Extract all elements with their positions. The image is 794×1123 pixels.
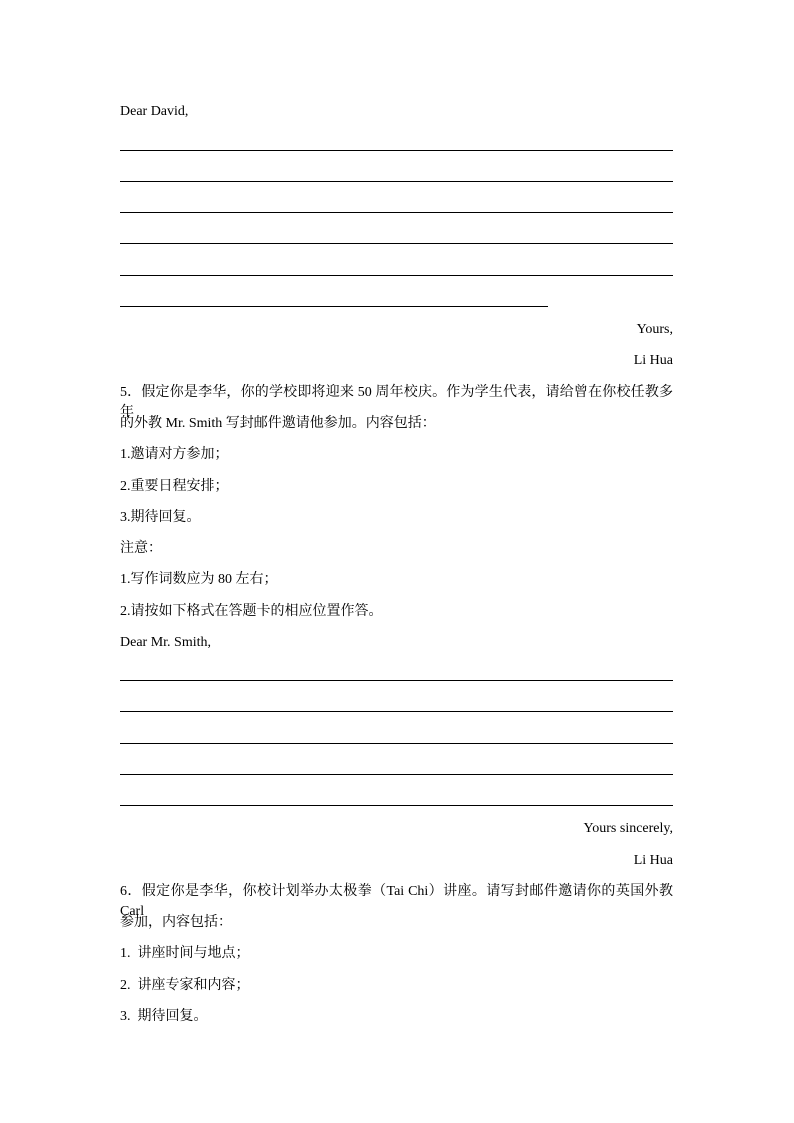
q5-point-2: 2.重要日程安排；	[120, 479, 229, 494]
q6-prompt-line1: 6．假定你是李华，你校计划举办太极拳（Tai Chi）讲座。请写封邮件邀请你的英国外教 Carl	[120, 884, 673, 919]
q6-point-3: 3. 期待回复。	[120, 1009, 208, 1024]
answer-line	[120, 711, 673, 712]
q6-prompt-line2: 参加，内容包括：	[120, 915, 232, 930]
q5-notes-title: 注意：	[120, 541, 162, 556]
answer-line	[120, 680, 673, 681]
answer-line	[120, 212, 673, 213]
answer-line	[120, 743, 673, 744]
letter1-salutation: Dear David,	[120, 104, 189, 119]
q5-point-3: 3.期待回复。	[120, 510, 201, 525]
q5-prompt-line1: 5．假定你是李华，你的学校即将迎来 50 周年校庆。作为学生代表，请给曾在你校任教多年	[120, 385, 673, 420]
q5-prompt-line2: 的外教 Mr. Smith 写封邮件邀请他参加。内容包括：	[120, 416, 436, 431]
answer-line	[120, 150, 673, 151]
answer-line	[120, 243, 673, 244]
q6-point-2: 2. 讲座专家和内容；	[120, 978, 250, 993]
letter1-closing: Yours,	[636, 322, 673, 337]
q5-note-1: 1.写作词数应为 80 左右；	[120, 572, 278, 587]
letter1-signature: Li Hua	[633, 353, 673, 368]
answer-line	[120, 275, 673, 276]
answer-line	[120, 181, 673, 182]
q5-closing: Yours sincerely,	[583, 821, 673, 836]
answer-line	[120, 774, 673, 775]
q5-point-1: 1.邀请对方参加；	[120, 447, 229, 462]
q5-signature: Li Hua	[633, 853, 673, 868]
q5-salutation: Dear Mr. Smith,	[120, 635, 211, 650]
q5-note-2: 2.请按如下格式在答题卡的相应位置作答。	[120, 604, 383, 619]
answer-line	[120, 805, 673, 806]
answer-line	[120, 306, 548, 307]
q6-point-1: 1. 讲座时间与地点；	[120, 946, 250, 961]
